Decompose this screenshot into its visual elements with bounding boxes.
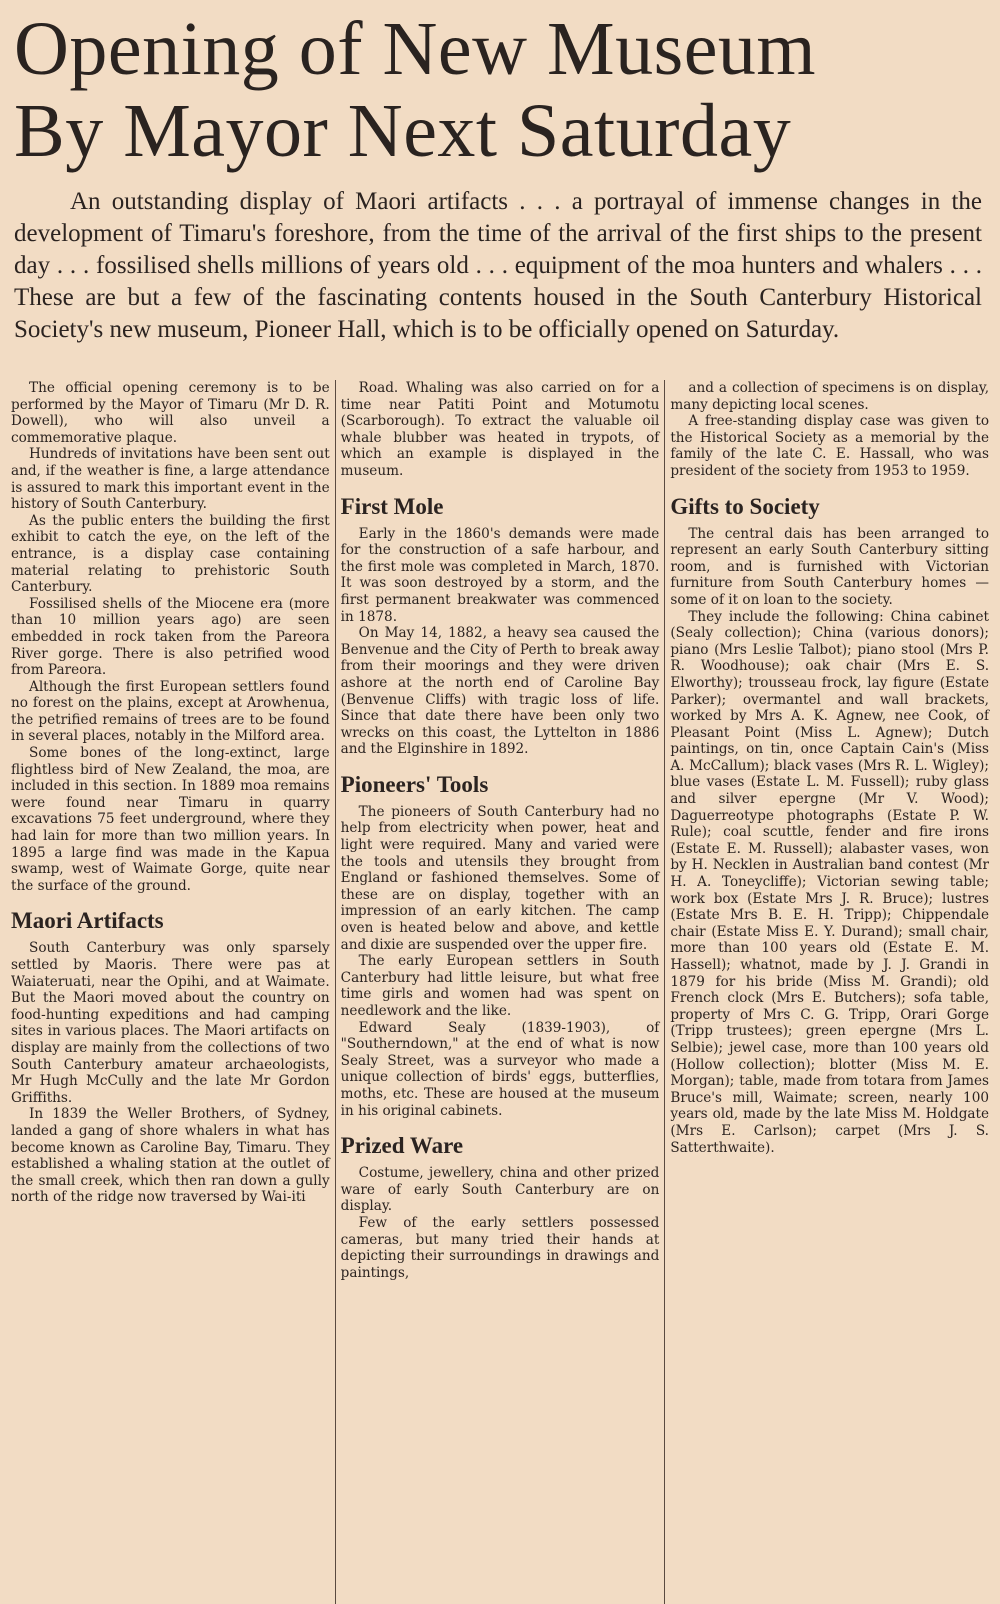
article-paragraph: South Canterbury was only sparsely settled by Maoris. There were pas at Waiateruati, near the Opihi, and at Waimate. But the Maori moved about the country on food-hunting expeditions and had camping sites in various places. The Maori artifacts on display are mainly from the collections of two South Canterbury amateur archaeologists, Mr Hugh McCully and the late Mr Gordon Griffiths. xyxy=(11,940,330,1106)
section-heading: Pioneers' Tools xyxy=(340,771,489,797)
section-heading: Gifts to Society xyxy=(670,493,820,519)
section-heading: Maori Artifacts xyxy=(11,908,164,934)
article-paragraph: Costume, jewellery, china and other prized ware of early South Canterbury are on display. xyxy=(340,1165,660,1215)
article-paragraph: Edward Sealy (1839-1903), of "Southerndown," at the end of what is now Sealy Street, was a surveyor who made a unique collection of birds' eggs, butterflies, moths, etc. These are housed at the museum in his original cabinets. xyxy=(340,1019,660,1119)
article-paragraph: Road. Whaling was also carried on for a time near Patiti Point and Motumotu (Scarborough). To extract the valuable oil whale blubber was heated in trypots, of which an example is displayed in the museum. xyxy=(340,380,660,479)
article-paragraph: Hundreds of invitations have been sent out and, if the weather is fine, a large attendance is assured to mark this important event in the history of South Canterbury. xyxy=(11,446,330,513)
article-paragraph: Although the first European settlers found no forest on the plains, except at Arowhenua, the petrified remains of trees are to be found in several places, notably in the Milford area. xyxy=(11,678,330,745)
headline xyxy=(6,0,994,172)
article-paragraph: They include the following: China cabinet (Sealy collection); China (various donors); piano (Mrs Leslie Talbot); piano stool (Mrs P. R. Woodhouse); oak chair (Mrs E. S. Elworthy); trousseau frock, lay figure (Estate Parker); overmantel and wall brackets, worked by Mrs A. K. Agnew, nee Cook, of Pleasant Point (Miss L. Agnew); Dutch paintings, on tin, once Captain Cain's (Miss A. McCallum); black vases (Mrs R. L. Wigley); blue vases (Estate L. M. Fussell); ruby glass and silver epergne (Mr V. Wood); Daguerreotype photographs (Estate P. W. Rule); coal scuttle, fender and fire irons (Estate E. M. Russell); alabaster vases, won by H. Necklen in Australian band contest (Mr H. A. Toneycliffe); Victorian sewing table; work box (Estate Mrs J. R. Bruce); lustres (Estate Mrs B. E. H. Tripp); Chippendale chair (Estate Miss E. Y. Durand); small chair, more than 100 years old (Estate E. M. Hassell); whatnot, made by J. J. Grandi in 1879 for his bride (Miss M. Grandi); old French clock (Mrs E. Butchers); sofa table, property of Mrs C. G. Tripp, Orari Gorge (Tripp trustees); green epergne (Mrs L. Selbie); jewel case, more than 100 years old (Hollow collection); blotter (Miss M. E. Morgan); table, made from totara from James Bruce's mill, Waimate; screen, nearly 100 years old, made by the late Miss M. Holdgate (Mrs E. Carlson); carpet (Mrs J. S. Satterthwaite). xyxy=(670,608,990,1156)
article-paragraph: The pioneers of South Canterbury had no help from electricity when power, heat and light were required. Many and varied were the tools and utensils they brought from England or fashioned themselves. Some of these are on display, together with an impression of an early kitchen. The camp oven is heated below and above, and kettle and dixie are suspended over the upper fire. xyxy=(340,803,660,953)
article-paragraph: Some bones of the long-extinct, large flightless bird of New Zealand, the moa, are included in this section. In 1889 moa remains were found near Timaru in quarry excavations 75 feet underground, where they had lain for more than two million years. In 1895 a large find was made in the Kapua swamp, west of Waimate Gorge, quite near the surface of the ground. xyxy=(11,745,330,894)
article-paragraph: As the public enters the building the first exhibit to catch the eye, on the left of the entrance, is a display case containing material relating to prehistoric South Canterbury. xyxy=(11,512,330,596)
article-paragraph: Fossilised shells of the Miocene era (more than 10 million years ago) are seen embedded in rock taken from the Pareora River gorge. There is also petrified wood from Pareora. xyxy=(11,595,330,679)
article-column-3 xyxy=(664,380,994,1604)
article-paragraph: Few of the early settlers possessed cameras, but many tried their hands at depicting their surroundings in drawings and paintings, xyxy=(340,1214,660,1281)
section-heading: Prized Ware xyxy=(340,1133,464,1159)
article-columns xyxy=(6,380,994,1604)
article-paragraph: The official opening ceremony is to be performed by the Mayor of Timaru (Mr D. R. Dowell), who will also unveil a commemorative plaque. xyxy=(11,380,330,446)
article-paragraph: The early European settlers in South Canterbury had little leisure, but what free time girls and women had was spent on needlework and the like. xyxy=(340,953,660,1019)
article-paragraph: A free-standing display case was given to the Historical Society as a memorial by the family of the late C. E. Hassall, who was president of the society from 1953 to 1959. xyxy=(670,413,990,479)
headline-line-2: By Mayor Next Saturday xyxy=(14,89,792,173)
headline-line-1: Opening of New Museum xyxy=(14,7,817,91)
intro-paragraph: An outstanding display of Maori artifacts . . . a portrayal of immense changes in the development of Timaru's foreshore, from the time of the arrival of the first ships to the present day . . . fossilised shells millions of years old . . . equipment of the moa hunters and whalers . . . These are but a few of the fascinating contents housed in the South Canterbury Historical Society's new museum, Pioneer Hall, which is to be officially opened on Saturday. xyxy=(14,188,982,343)
article-column-1 xyxy=(6,380,335,1604)
article-paragraph: On May 14, 1882, a heavy sea caused the Benvenue and the City of Perth to break away from their moorings and they were driven ashore at the north end of Caroline Bay (Benvenue Cliffs) with tragic loss of life. Since that date there have been only two wrecks on this coast, the Lyttelton in 1886 and the Elginshire in 1892. xyxy=(340,625,660,758)
article-column-2 xyxy=(335,380,665,1604)
section-heading: First Mole xyxy=(340,493,444,519)
article-paragraph: and a collection of specimens is on display, many depicting local scenes. xyxy=(670,380,990,413)
article-paragraph: Early in the 1860's demands were made for the construction of a safe harbour, and the first mole was completed in March, 1870. It was soon destroyed by a storm, and the first permanent breakwater was commenced in 1878. xyxy=(340,525,660,625)
article-paragraph: The central dais has been arranged to represent an early South Canterbury sitting room, and is furnished with Victorian furniture from South Canterbury homes — some of it on loan to the society. xyxy=(670,525,990,608)
article-paragraph: In 1839 the Weller Brothers, of Sydney, landed a gang of shore whalers in what has become known as Caroline Bay, Timaru. They established a whaling station at the outlet of the small creek, which then ran down a gully north of the ridge now traversed by Wai-iti xyxy=(11,1106,330,1206)
